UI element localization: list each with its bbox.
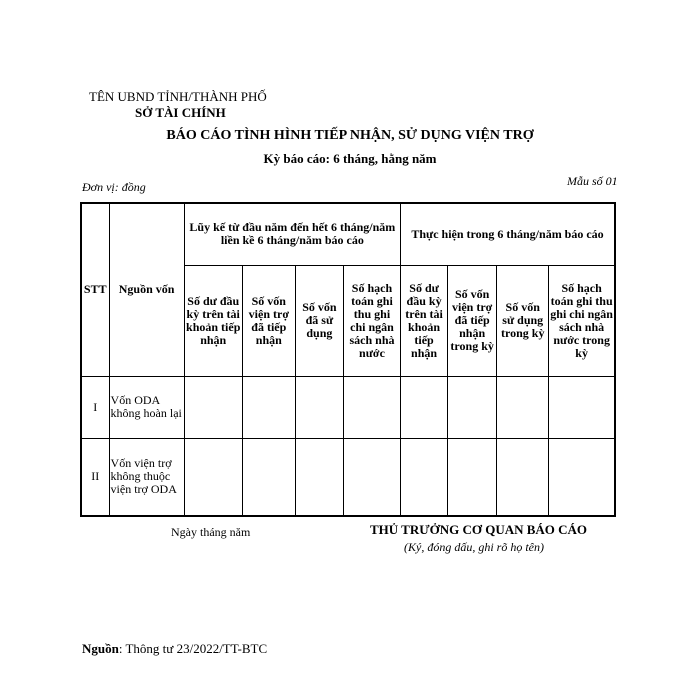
report-period: Kỳ báo cáo: 6 tháng, hằng năm: [263, 151, 437, 166]
table-cell: [549, 438, 615, 516]
table-row: [81, 376, 615, 438]
table-cell: [549, 376, 615, 438]
date-line: Ngày tháng năm: [171, 525, 251, 539]
subheader-cell: Số vốn viện trợ đã tiếp nhận trong kỳ: [448, 265, 497, 376]
table-cell: [242, 376, 295, 438]
table-cell: [184, 376, 242, 438]
table-cell: [295, 376, 343, 438]
table-cell: [401, 376, 448, 438]
table-cell: [242, 438, 295, 516]
signer-title: THỦ TRƯỞNG CƠ QUAN BÁO CÁO: [370, 522, 588, 537]
report-title: BÁO CÁO TÌNH HÌNH TIẾP NHẬN, SỬ DỤNG VIỆN TRỢ: [166, 128, 534, 143]
signer-note: (Ký, đóng dấu, ghi rõ họ tên): [404, 540, 544, 554]
form-number: Mẫu số 01: [567, 174, 618, 188]
table-cell: [184, 438, 242, 516]
row-stt: I: [81, 376, 109, 438]
table-cell: [343, 438, 400, 516]
row-stt: II: [81, 438, 109, 516]
row-source: Vốn ODA không hoàn lại: [109, 376, 184, 438]
subheader-cell: Số vốn sử dụng trong kỳ: [497, 265, 549, 376]
org-name: TÊN UBND TỈNH/THÀNH PHỐ: [89, 89, 267, 104]
subheader-cell: Số vốn đã sử dụng: [295, 265, 343, 376]
table-cell: [497, 438, 549, 516]
currency-unit: Đơn vị: đồng: [82, 180, 146, 194]
subheader-cell: Số dư đầu kỳ trên tài khoản tiếp nhận: [401, 265, 448, 376]
header-group-period: Thực hiện trong 6 tháng/năm báo cáo: [401, 203, 615, 265]
table-cell: [448, 376, 497, 438]
subheader-cell: Số hạch toán ghi thu ghi chi ngân sách nhà nước trong kỳ: [549, 265, 615, 376]
header-group-cumulative: Lũy kế từ đầu năm đến hết 6 tháng/năm liền kề 6 tháng/năm báo cáo: [184, 203, 400, 265]
subheader-cell: Số dư đầu kỳ trên tài khoản tiếp nhận: [184, 265, 242, 376]
table-cell: [343, 376, 400, 438]
table-cell: [497, 376, 549, 438]
source-label: Nguồn: [82, 641, 119, 656]
table-cell: [295, 438, 343, 516]
department-name: SỞ TÀI CHÍNH: [135, 105, 226, 120]
table-cell: [401, 438, 448, 516]
header-source: Nguồn vốn: [109, 203, 184, 376]
header-stt: STT: [81, 203, 109, 376]
source-text: : Thông tư 23/2022/TT-BTC: [118, 641, 268, 656]
table-row: [81, 438, 615, 516]
subheader-cell: Số vốn viện trợ đã tiếp nhận: [242, 265, 295, 376]
report-table: [80, 202, 616, 517]
row-source: Vốn viện trợ không thuộc viện trợ ODA: [109, 438, 184, 516]
source-note: [82, 641, 267, 657]
subheader-cell: Số hạch toán ghi thu ghi chi ngân sách nhà nước: [343, 265, 400, 376]
table-cell: [448, 438, 497, 516]
